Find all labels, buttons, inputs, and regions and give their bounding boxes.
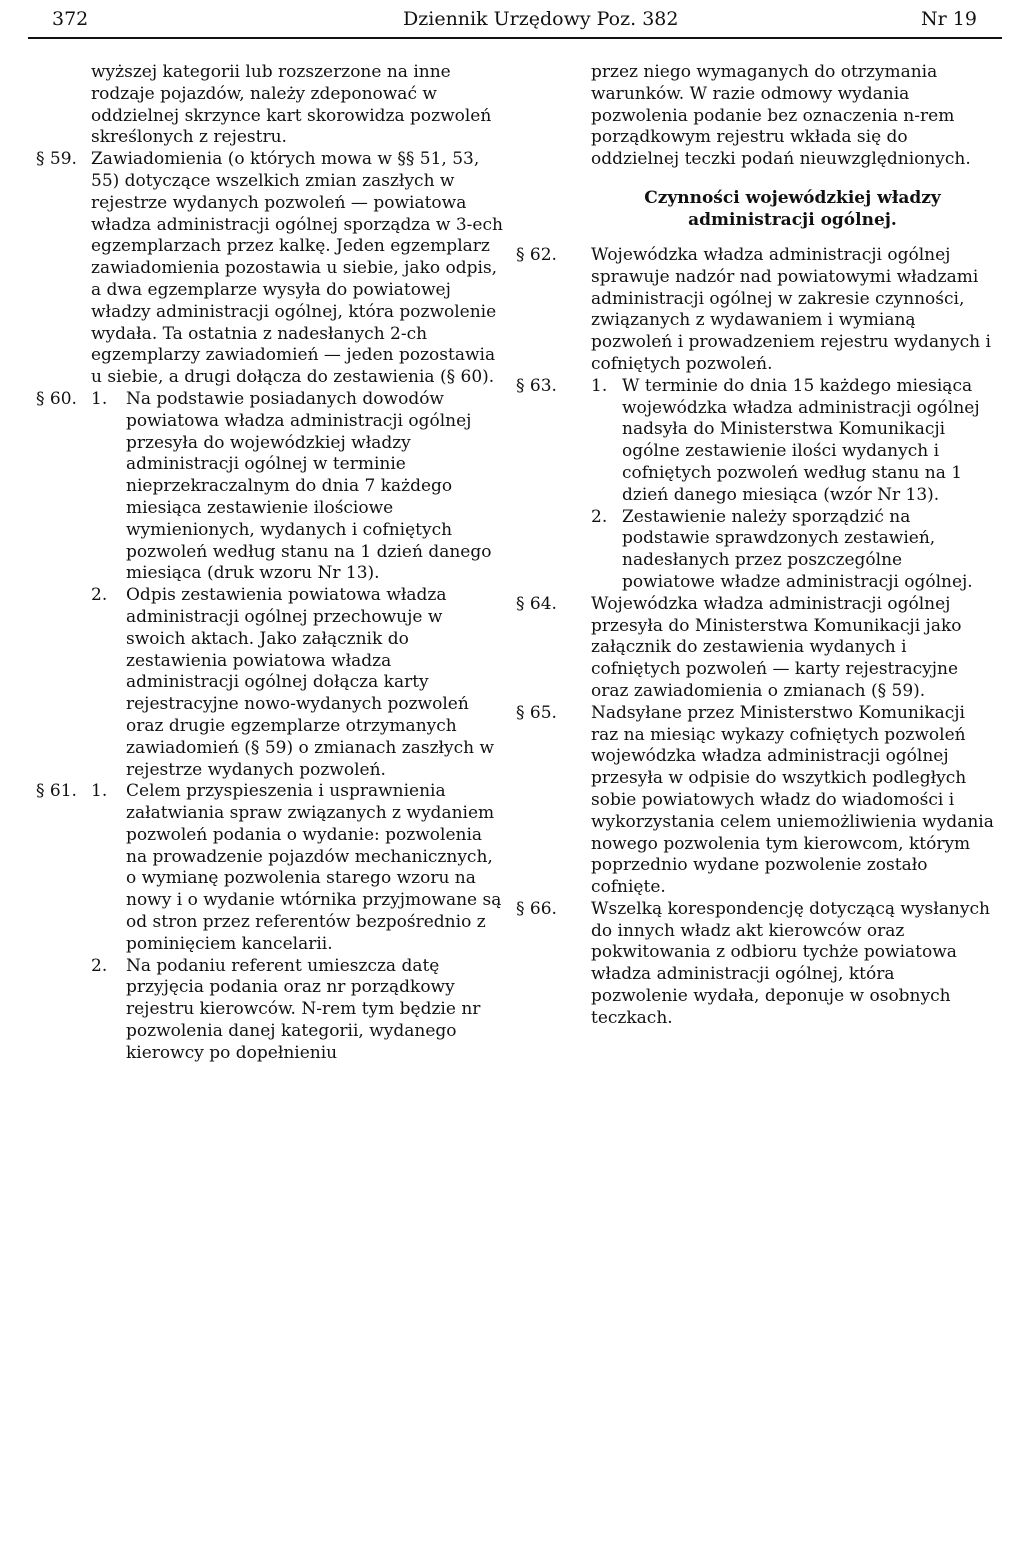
item-text: Na podaniu referent umieszcza datę przyjęcia podania oraz nr porządkowy rejestru kierowców. N-rem tym będzie nr pozwolenia danej kategorii, wydanego kierowcy po dopełnieniu — [126, 955, 481, 1063]
item-text: Na podstawie posiadanych dowodów powiatowa władza administracji ogólnej przesyła do wojewódzkiej władzy administracji ogólnej w terminie nieprzekraczalnym do dnia 7 każdego miesiąca zestawienie ilościowe wymienionych, wydanych i cofniętych pozwoleń według stanu na 1 dzień danego miesiąca (druk wzoru Nr 13). — [126, 388, 492, 584]
section-mark: § 66. — [516, 898, 557, 919]
section-63-item-2 — [516, 507, 994, 594]
left-column — [36, 62, 506, 1065]
paragraph-continuation: przez niego wymaganych do otrzymania warunków. W razie odmowy wydania pozwolenia podanie bez oznaczenia n-rem porządkowym rejestru wkłada się do oddzielnej teczki podań nieuwzględnionych. — [591, 62, 971, 170]
section-mark: § 60. — [36, 388, 77, 409]
issue-number: Nr 19 — [921, 8, 977, 30]
section-mark: § 61. — [36, 781, 77, 802]
page-number: 372 — [52, 8, 89, 30]
item-number: 2. — [91, 955, 108, 976]
paragraph-continuation: wyższej kategorii lub rozszerzone na inne rodzaje pojazdów, należy zdeponować w oddzielnej skrzynce kart skorowidza pozwoleń skreślonych z rejestru. — [91, 62, 492, 148]
section-61-item-1 — [36, 781, 506, 955]
item-number: 1. — [91, 388, 108, 409]
section-63-item-1 — [516, 376, 994, 507]
section-mark: § 63. — [516, 375, 557, 396]
item-text: W terminie do dnia 15 każdego miesiąca wojewódzka władza administracji ogólnej nadsyła do Ministerstwa Komunikacji ogólne zestawienie ilości wydanych i cofniętych pozwoleń według stanu na 1 dzień danego miesiąca (wzór Nr 13). — [622, 375, 980, 505]
section-text: Wojewódzka władza administracji ogólnej przesyła do Ministerstwa Komunikacji jako załącznik do zestawienia wydanych i cofniętych pozwoleń — karty rejestracyjne oraz zawiadomienia o zmianach (§ 59). — [591, 593, 962, 701]
section-65 — [516, 703, 994, 899]
section-mark: § 65. — [516, 702, 557, 723]
section-66 — [516, 899, 994, 1030]
item-text: Odpis zestawienia powiatowa władza administracji ogólnej przechowuje w swoich aktach. Jako załącznik do zestawienia powiatowa władza administracji ogólnej dołącza karty rejestracyjne nowo-wydanych pozwoleń oraz drugie egzemplarze otrzymanych zawiadomień (§ 59) o zmianach zaszłych w rejestrze wydanych pozwoleń. — [126, 585, 495, 780]
header-rule — [28, 37, 1002, 39]
section-64 — [516, 594, 994, 703]
section-mark: § 59. — [36, 149, 77, 170]
item-number: 2. — [591, 506, 608, 527]
item-text: Celem przyspieszenia i usprawnienia załatwiania spraw związanych z wydaniem pozwoleń podania o wydanie: pozwolenia na prowadzenie pojazdów mechanicznych, o wymianę pozwolenia starego wzoru na nowy i o wydanie wtórnika przyjmowane są od stron przez referentów bezpośrednio z pominięciem kancelarii. — [126, 781, 502, 954]
right-column — [516, 62, 994, 1030]
item-number: 1. — [591, 375, 608, 396]
section-62 — [516, 245, 994, 376]
section-text: Nadsyłane przez Ministerstwo Komunikacji raz na miesiąc wykazy cofniętych pozwoleń wojewódzka władza administracji ogólnej przesyła w odpisie do wszytkich podległych sobie powiatowych władz do wiadomości i wykorzystania celem uniemożliwienia wydania nowego pozwolenia tym kierowcom, którym poprzednio wydane pozwolenie zostało cofnięte. — [591, 702, 994, 898]
item-number: 2. — [91, 585, 108, 606]
section-mark: § 64. — [516, 593, 557, 614]
section-text: Zawiadomienia (o których mowa w §§ 51, 53, 55) dotyczące wszelkich zmian zaszłych w rejestrze wydanych pozwoleń — powiatowa władza administracji ogólnej sporządza w 3-ech egzemplarzach przez kalkę. Jeden egzemplarz zawiadomienia pozostawia u siebie, jako odpis, a dwa egzemplarze wysyła do powiatowej władzy administracji ogólnej, która pozwolenie wydała. Ta ostatnia z nadesłanych 2-ch egzemplarzy zawiadomień — jeden pozostawia u siebie, a drugi dołącza do zestawienia (§ 60). — [91, 149, 503, 388]
section-59 — [36, 149, 506, 389]
section-60-item-2 — [36, 585, 506, 781]
journal-title: Dziennik Urzędowy Poz. 382 — [403, 8, 679, 30]
section-mark: § 62. — [516, 244, 557, 265]
section-text: Wojewódzka władza administracji ogólnej sprawuje nadzór nad powiatowymi władzami administracji ogólnej w zakresie czynności, związanych z wydawaniem i wymianą pozwoleń i prowadzeniem rejestru wydanych i cofniętych pozwoleń. — [591, 244, 991, 374]
page-header — [0, 0, 1024, 40]
section-60-item-1 — [36, 389, 506, 585]
item-number: 1. — [91, 781, 108, 802]
section-text: Wszelką korespondencję dotyczącą wysłanych do innych władz akt kierowców oraz pokwitowania z odbioru tychże powiatowa władza administracji ogólnej, która pozwolenie wydała, deponuje w osobnych teczkach. — [591, 898, 990, 1028]
item-text: Zestawienie należy sporządzić na podstawie sprawdzonych zestawień, nadesłanych przez poszczególne powiatowe władze administracji ogólnej. — [622, 506, 973, 592]
section-61-item-2 — [36, 956, 506, 1065]
section-heading: Czynności wojewódzkiej władzy administracji ogólnej. — [644, 187, 941, 230]
